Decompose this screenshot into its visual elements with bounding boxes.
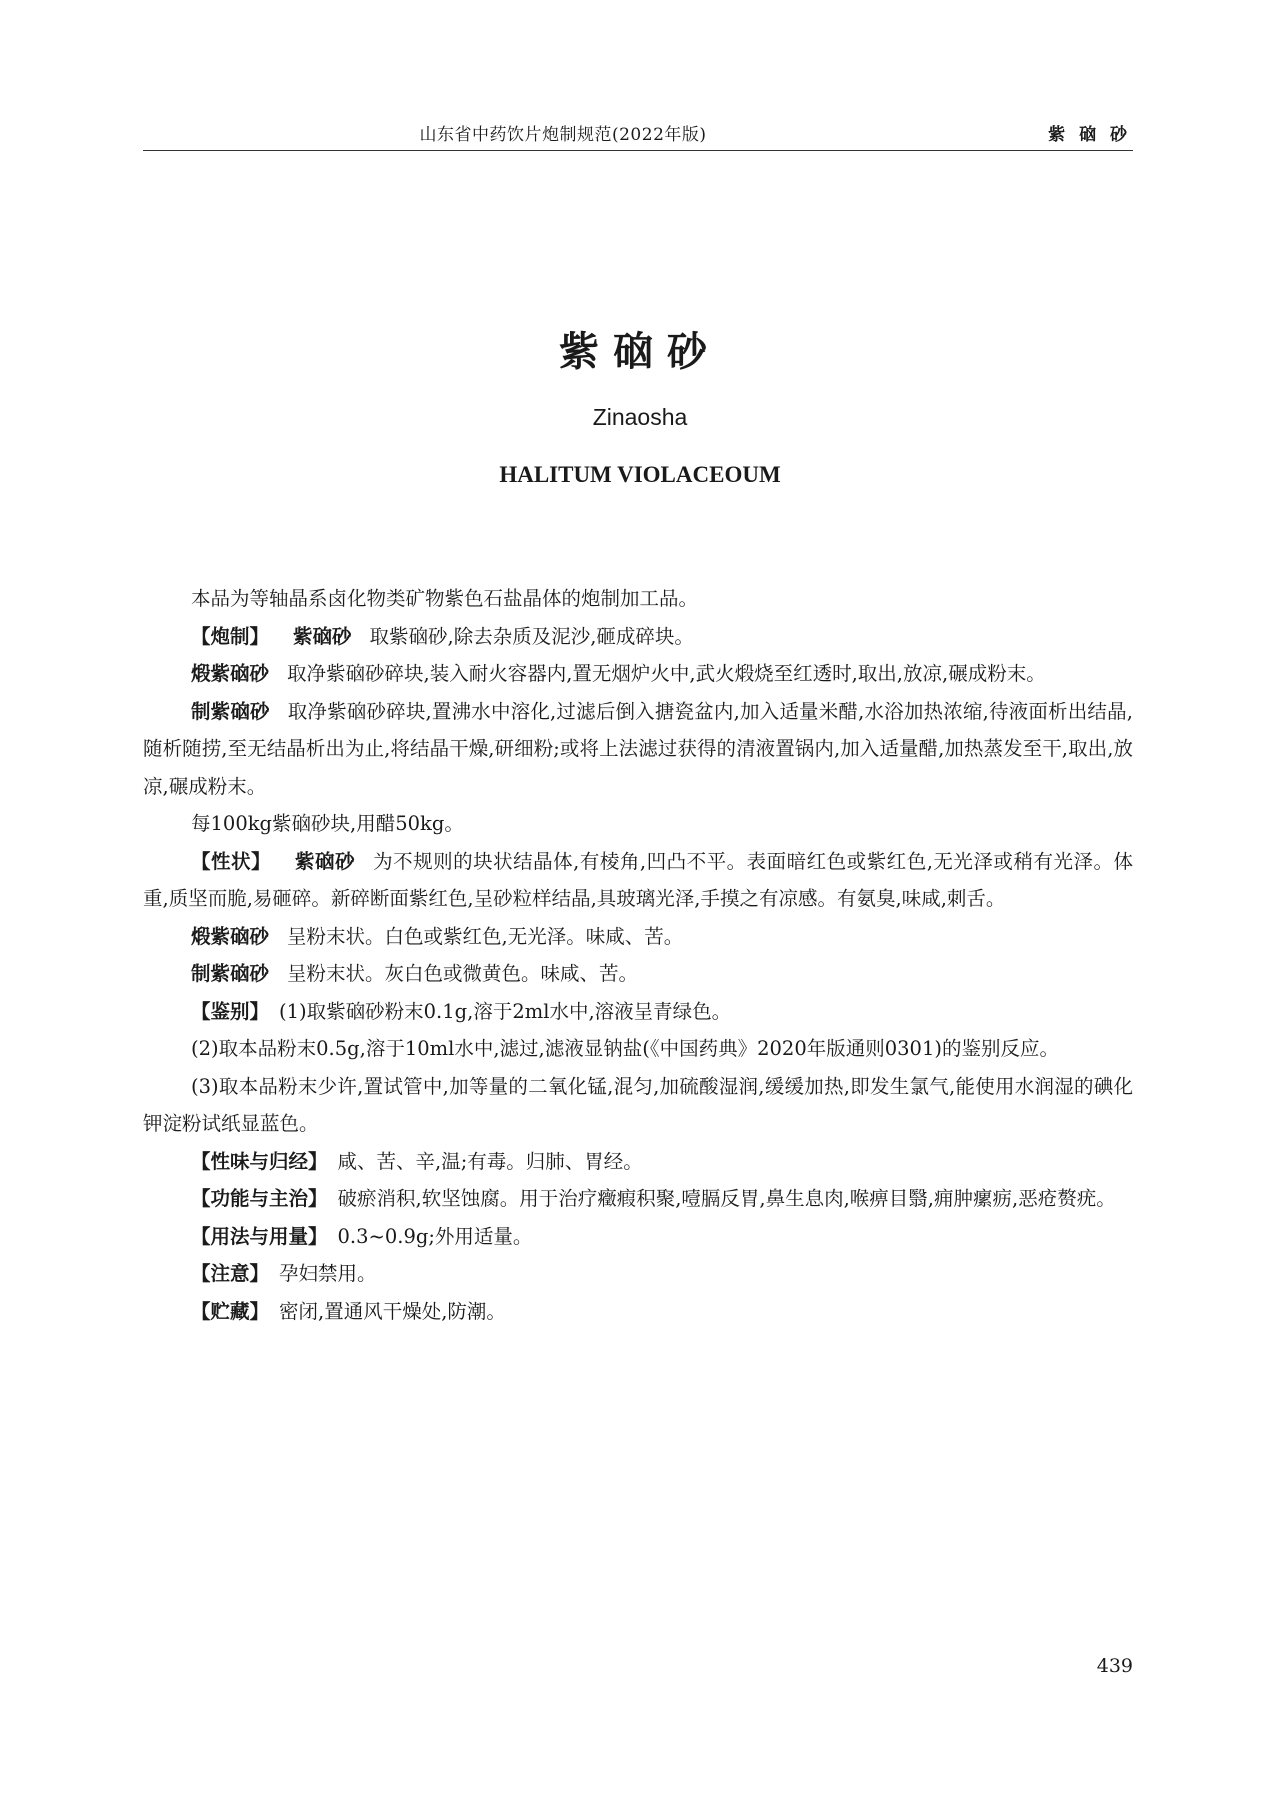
- paragraph: [143, 918, 1133, 956]
- paragraph: [143, 655, 1133, 693]
- paragraph: [143, 1143, 1133, 1181]
- paragraph-text: (2)取本品粉末0.5g,溶于10ml水中,滤过,滤液显钠盐(《中国药典》2020年版通则0301)的鉴别反应。: [191, 1037, 1059, 1060]
- section-tag: 【性味与归经】: [191, 1149, 328, 1173]
- section-tag: 【功能与主治】: [191, 1187, 328, 1210]
- paragraph: [143, 1218, 1133, 1256]
- paragraph: [143, 1180, 1133, 1218]
- page-number: 439: [1096, 1655, 1133, 1677]
- section-tag: 【性状】: [191, 849, 272, 873]
- paragraph: [143, 1255, 1133, 1293]
- paragraph: [143, 618, 1133, 656]
- paragraph: [143, 805, 1133, 843]
- latin-name: HALITUM VIOLACEOUM: [499, 462, 781, 487]
- paragraph: [143, 955, 1133, 993]
- paragraph: [143, 1293, 1133, 1331]
- sub-heading: 制紫硇砂: [191, 699, 270, 723]
- paragraph: [143, 843, 1133, 918]
- monograph-title: 紫硇砂: [559, 329, 721, 375]
- paragraph-text: 取紫硇砂,除去杂质及泥沙,砸成碎块。: [369, 624, 694, 648]
- paragraph-text: 呈粉末状。白色或紫红色,无光泽。味咸、苦。: [287, 924, 684, 948]
- sub-heading: 煅紫硇砂: [191, 924, 270, 948]
- sub-heading: 紫硇砂: [293, 624, 352, 648]
- paragraph-text: 本品为等轴晶系卤化物类矿物紫色石盐晶体的炮制加工品。: [191, 587, 699, 610]
- paragraph-text: 呈粉末状。灰白色或微黄色。味咸、苦。: [287, 962, 639, 985]
- running-header: [143, 112, 1133, 152]
- section-tag: 【炮制】: [191, 624, 270, 648]
- paragraph: [143, 580, 1133, 618]
- pinyin-name: Zinaosha: [592, 404, 688, 430]
- paragraph-text: 破瘀消积,软坚蚀腐。用于治疗癥瘕积聚,噎膈反胃,鼻生息肉,喉痹目翳,痈肿瘰疬,恶疮赘疣。: [337, 1187, 1116, 1210]
- paragraph: [143, 1068, 1133, 1143]
- paragraph-text: 密闭,置通风干燥处,防潮。: [279, 1299, 506, 1323]
- header-rule: [143, 150, 1133, 151]
- paragraph-text: 取净紫硇砂碎块,装入耐火容器内,置无烟炉火中,武火煅烧至红透时,取出,放凉,碾成粉末。: [287, 662, 1046, 685]
- paragraph: [143, 1030, 1133, 1068]
- paragraph: [143, 993, 1133, 1031]
- book-title: 山东省中药饮片炮制规范(2022年版): [419, 125, 707, 145]
- paragraph-text: 孕妇禁用。: [279, 1262, 377, 1285]
- paragraph-text: 取净紫硇砂碎块,置沸水中溶化,过滤后倒入搪瓷盆内,加入适量米醋,水浴加热浓缩,待液面析出结晶,随析随捞,至无结晶析出为止,将结晶干燥,研细粉;或将上法滤过获得的清液置锅内,加入适量醋,加热蒸发至干,取出,放凉,碾成粉末。: [143, 699, 1133, 798]
- section-tag: 【鉴别】: [191, 999, 270, 1023]
- paragraph-text: (3)取本品粉末少许,置试管中,加等量的二氧化锰,混匀,加硫酸湿润,缓缓加热,即发生氯气,能使用水润湿的碘化钾淀粉试纸显蓝色。: [143, 1074, 1133, 1135]
- paragraph-text: 咸、苦、辛,温;有毒。归肺、胃经。: [337, 1149, 643, 1173]
- section-name: 紫 硇 砂: [1048, 125, 1131, 145]
- paragraph-text: 0.3~0.9g;外用适量。: [337, 1224, 533, 1248]
- section-tag: 【用法与用量】: [191, 1224, 328, 1248]
- paragraph: [143, 693, 1133, 806]
- paragraph-text: 每100kg紫硇砂块,用醋50kg。: [191, 812, 464, 835]
- sub-heading: 制紫硇砂: [191, 962, 270, 985]
- paragraph-text: (1)取紫硇砂粉末0.1g,溶于2ml水中,溶液呈青绿色。: [279, 999, 732, 1023]
- section-tag: 【贮藏】: [191, 1299, 270, 1323]
- section-tag: 【注意】: [191, 1262, 270, 1285]
- sub-heading: 煅紫硇砂: [191, 662, 270, 685]
- monograph-body: [143, 580, 1133, 1330]
- paragraph-text: 为不规则的块状结晶体,有棱角,凹凸不平。表面暗红色或紫红色,无光泽或稍有光泽。体重,质坚而脆,易砸碎。新碎断面紫红色,呈砂粒样结晶,具玻璃光泽,手摸之有凉感。有氨臭,味咸,刺舌。: [143, 849, 1133, 910]
- sub-heading: 紫硇砂: [295, 849, 356, 873]
